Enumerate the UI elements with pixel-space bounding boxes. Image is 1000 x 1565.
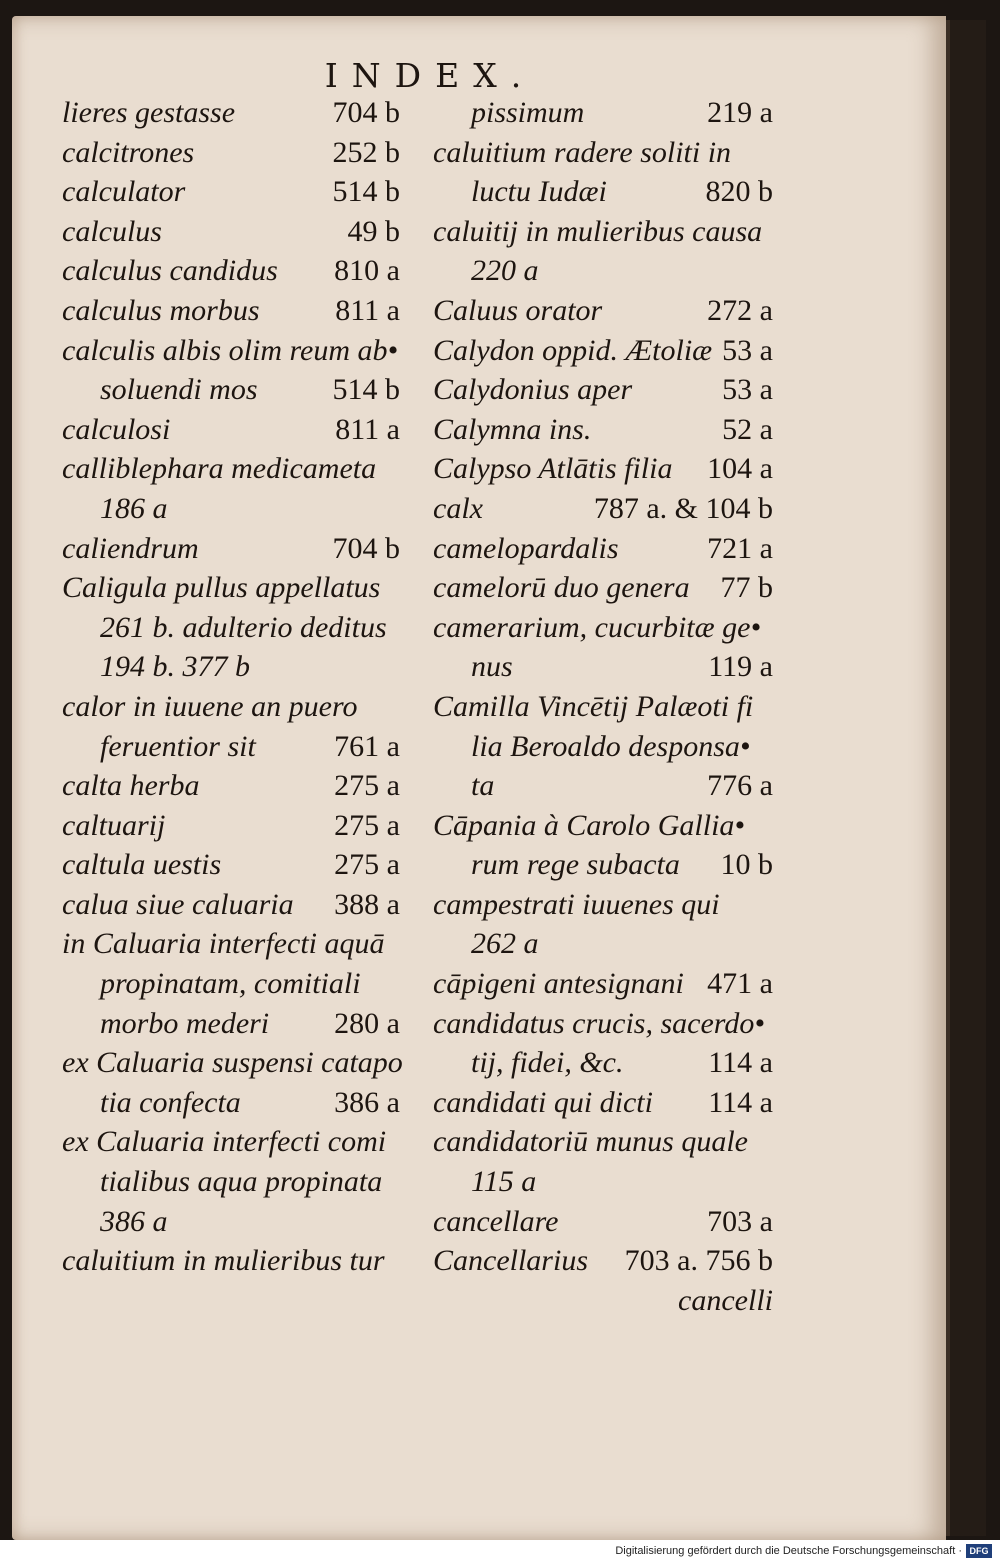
index-term: Caluus orator — [433, 293, 603, 327]
footer-credit: Digitalisierung gefördert durch die Deutsche Forschungsgemeinschaft · — [615, 1545, 962, 1557]
index-term: caltuarij — [62, 808, 166, 842]
index-term: Calydonius aper — [433, 373, 633, 407]
index-term: tij, fidei, &c. — [471, 1046, 624, 1080]
index-term: 186 a — [100, 491, 168, 525]
index-term: nus — [471, 650, 513, 684]
index-column-left — [62, 93, 403, 1281]
index-page-ref: 10 b — [720, 848, 773, 882]
index-entry — [433, 291, 773, 331]
index-term: 261 b. adulterio deditus — [100, 610, 387, 644]
index-term: caluitium in mulieribus tur — [62, 1244, 385, 1278]
index-term: calculator — [62, 175, 186, 209]
index-entry — [433, 608, 773, 648]
index-page-ref: 811 a — [335, 293, 400, 327]
index-entry — [62, 410, 400, 450]
index-page-ref: 114 a — [708, 1046, 773, 1080]
index-page-ref: 776 a — [707, 769, 773, 803]
index-term: candidatoriū munus quale — [433, 1125, 748, 1159]
index-term: cancelli — [678, 1283, 773, 1317]
index-entry — [62, 964, 400, 1004]
index-term: calx — [433, 491, 483, 525]
index-entry — [62, 647, 400, 687]
index-page-ref: 703 a — [707, 1204, 773, 1238]
index-term: caluitij in mulieribus causa — [433, 214, 763, 248]
index-term: caliendrum — [62, 531, 199, 565]
index-entry — [62, 924, 400, 964]
index-page-ref: 721 a — [707, 531, 773, 565]
index-page-ref: 703 a. 756 b — [624, 1244, 773, 1278]
index-entry — [433, 93, 773, 133]
index-entry — [62, 291, 400, 331]
index-page-ref: 761 a — [334, 729, 400, 763]
index-term: calta herba — [62, 769, 200, 803]
index-entry — [62, 1241, 400, 1281]
index-entry — [433, 251, 773, 291]
index-entry — [433, 172, 773, 212]
index-page-ref: 471 a — [707, 967, 773, 1001]
index-term: calculis albis olim reum ab• — [62, 333, 399, 367]
index-term: lia Beroaldo desponsa• — [471, 729, 751, 763]
index-entry — [433, 647, 773, 687]
index-page-ref: 388 a — [334, 887, 400, 921]
index-term: morbo mederi — [100, 1006, 270, 1040]
index-page-ref: 49 b — [347, 214, 400, 248]
index-entry — [62, 212, 400, 252]
index-entry — [62, 806, 400, 846]
index-term: ta — [471, 769, 495, 803]
index-page-ref: 114 a — [708, 1085, 773, 1119]
index-entry — [62, 608, 400, 648]
index-entry — [433, 1043, 773, 1083]
index-term: 262 a — [471, 927, 539, 961]
index-term: caltula uestis — [62, 848, 222, 882]
index-term: rum rege subacta — [471, 848, 680, 882]
index-term: 386 a — [100, 1204, 168, 1238]
index-entry — [62, 489, 400, 529]
index-entry — [62, 845, 400, 885]
index-entry — [62, 727, 400, 767]
index-page-ref: 704 b — [332, 96, 400, 129]
index-entry — [433, 1083, 773, 1123]
dfg-logo-icon: DFG — [966, 1544, 992, 1558]
index-entry — [433, 410, 773, 450]
index-term: calor in iuuene an puero — [62, 689, 358, 723]
index-entry — [433, 766, 773, 806]
index-term: tia confecta — [100, 1085, 241, 1119]
index-entry — [433, 1202, 773, 1242]
index-page-ref: 77 b — [720, 571, 773, 605]
index-term: 115 a — [471, 1165, 537, 1199]
index-term: calcitrones — [62, 135, 195, 169]
index-page-ref: 514 b — [332, 175, 400, 209]
index-page-ref: 280 a — [334, 1006, 400, 1040]
index-page-ref: 514 b — [332, 373, 400, 407]
index-term: calua siue caluaria — [62, 887, 294, 921]
index-page-ref: 275 a — [334, 769, 400, 803]
index-term: camelopardalis — [433, 531, 619, 565]
index-term: candidati qui dicti — [433, 1085, 653, 1119]
index-term: pissimum — [471, 96, 585, 129]
index-entry — [62, 1202, 400, 1242]
page-edge — [946, 20, 950, 1536]
index-term: Camilla Vincētij Palæoti fi — [433, 689, 754, 723]
index-term: Cancellarius — [433, 1244, 588, 1278]
index-entry — [433, 924, 773, 964]
index-page-ref: 787 a. & 104 b — [593, 491, 773, 525]
index-term: camelorū duo genera — [433, 571, 690, 605]
index-entry — [433, 1281, 773, 1321]
index-page-ref: 810 a — [334, 254, 400, 288]
index-term: 220 a — [471, 254, 539, 288]
index-entry — [62, 1083, 400, 1123]
index-entry — [433, 568, 773, 608]
index-page-ref: 275 a — [334, 808, 400, 842]
index-term: Caligula pullus appellatus — [62, 571, 381, 605]
index-entry — [62, 331, 400, 371]
index-entry — [433, 806, 773, 846]
index-term: calliblephara medicameta — [62, 452, 377, 486]
index-entry — [433, 489, 773, 529]
index-entry — [62, 766, 400, 806]
index-entry — [62, 687, 400, 727]
index-page-ref: 219 a — [707, 96, 773, 129]
index-page-ref: 53 a — [722, 333, 773, 367]
index-term: ex Caluaria suspensi catapo — [62, 1046, 403, 1080]
index-entry — [433, 687, 773, 727]
index-term: candidatus crucis, sacerdo• — [433, 1006, 765, 1040]
index-entry — [433, 212, 773, 252]
index-term: Calydon oppid. Ætoliæ — [433, 333, 713, 367]
index-term: tialibus aqua propinata — [100, 1165, 383, 1199]
index-entry — [62, 370, 400, 410]
index-term: calculus morbus — [62, 293, 260, 327]
index-term: luctu Iudæi — [471, 175, 607, 209]
index-term: calculosi — [62, 412, 171, 446]
index-page-ref: 820 b — [705, 175, 773, 209]
index-entry — [433, 727, 773, 767]
index-term: lieres gestasse — [62, 96, 236, 129]
index-page-ref: 811 a — [335, 412, 400, 446]
index-term: caluitium radere soliti in — [433, 135, 732, 169]
index-column-right — [433, 93, 773, 1320]
index-entry — [433, 1122, 773, 1162]
index-entry — [433, 964, 773, 1004]
index-entry — [433, 449, 773, 489]
index-term: in Caluaria interfecti aquā — [62, 927, 385, 961]
page-title: INDEX. — [324, 56, 536, 95]
index-entry — [62, 449, 400, 489]
index-term: campestrati iuuenes qui — [433, 887, 720, 921]
index-entry — [62, 1162, 400, 1202]
index-page-ref: 119 a — [708, 650, 773, 684]
index-entry — [62, 251, 400, 291]
index-entry — [62, 529, 400, 569]
page-gutter-shadow — [946, 20, 986, 1536]
index-entry — [62, 133, 400, 173]
index-entry — [433, 331, 773, 371]
index-entry — [62, 172, 400, 212]
index-entry — [433, 529, 773, 569]
index-entry — [62, 1122, 400, 1162]
index-entry — [62, 93, 400, 133]
index-term: Cāpania à Carolo Gallia• — [433, 808, 745, 842]
index-page-ref: 52 a — [722, 412, 773, 446]
index-entry — [433, 1162, 773, 1202]
index-term: feruentior sit — [100, 729, 256, 763]
index-term: calculus — [62, 214, 162, 248]
index-page-ref: 272 a — [707, 293, 773, 327]
index-page-ref: 104 a — [707, 452, 773, 486]
index-entry — [433, 1241, 773, 1281]
index-term: ex Caluaria interfecti comi — [62, 1125, 387, 1159]
index-term: propinatam, comitiali — [100, 967, 361, 1001]
index-entry — [62, 885, 400, 925]
index-page-ref: 275 a — [334, 848, 400, 882]
index-term: Calymna ins. — [433, 412, 592, 446]
index-term: cāpigeni antesignani — [433, 967, 684, 1001]
index-term: Calypso Atlātis filia — [433, 452, 673, 486]
index-entry — [62, 1004, 400, 1044]
index-entry — [433, 845, 773, 885]
index-entry — [433, 1004, 773, 1044]
footer-bar — [0, 1540, 1000, 1565]
index-term: cancellare — [433, 1204, 559, 1238]
index-entry — [433, 133, 773, 173]
index-entry — [433, 370, 773, 410]
index-term: soluendi mos — [100, 373, 258, 407]
index-entry — [62, 1043, 403, 1083]
index-term: 194 b. 377 b — [100, 650, 250, 684]
index-entry — [62, 568, 400, 608]
index-term: camerarium, cucurbitæ ge• — [433, 610, 761, 644]
index-page-ref: 704 b — [332, 531, 400, 565]
index-page-ref: 252 b — [332, 135, 400, 169]
index-entry — [433, 885, 773, 925]
index-page-ref: 386 a — [334, 1085, 400, 1119]
index-page-ref: 53 a — [722, 373, 773, 407]
index-term: calculus candidus — [62, 254, 278, 288]
